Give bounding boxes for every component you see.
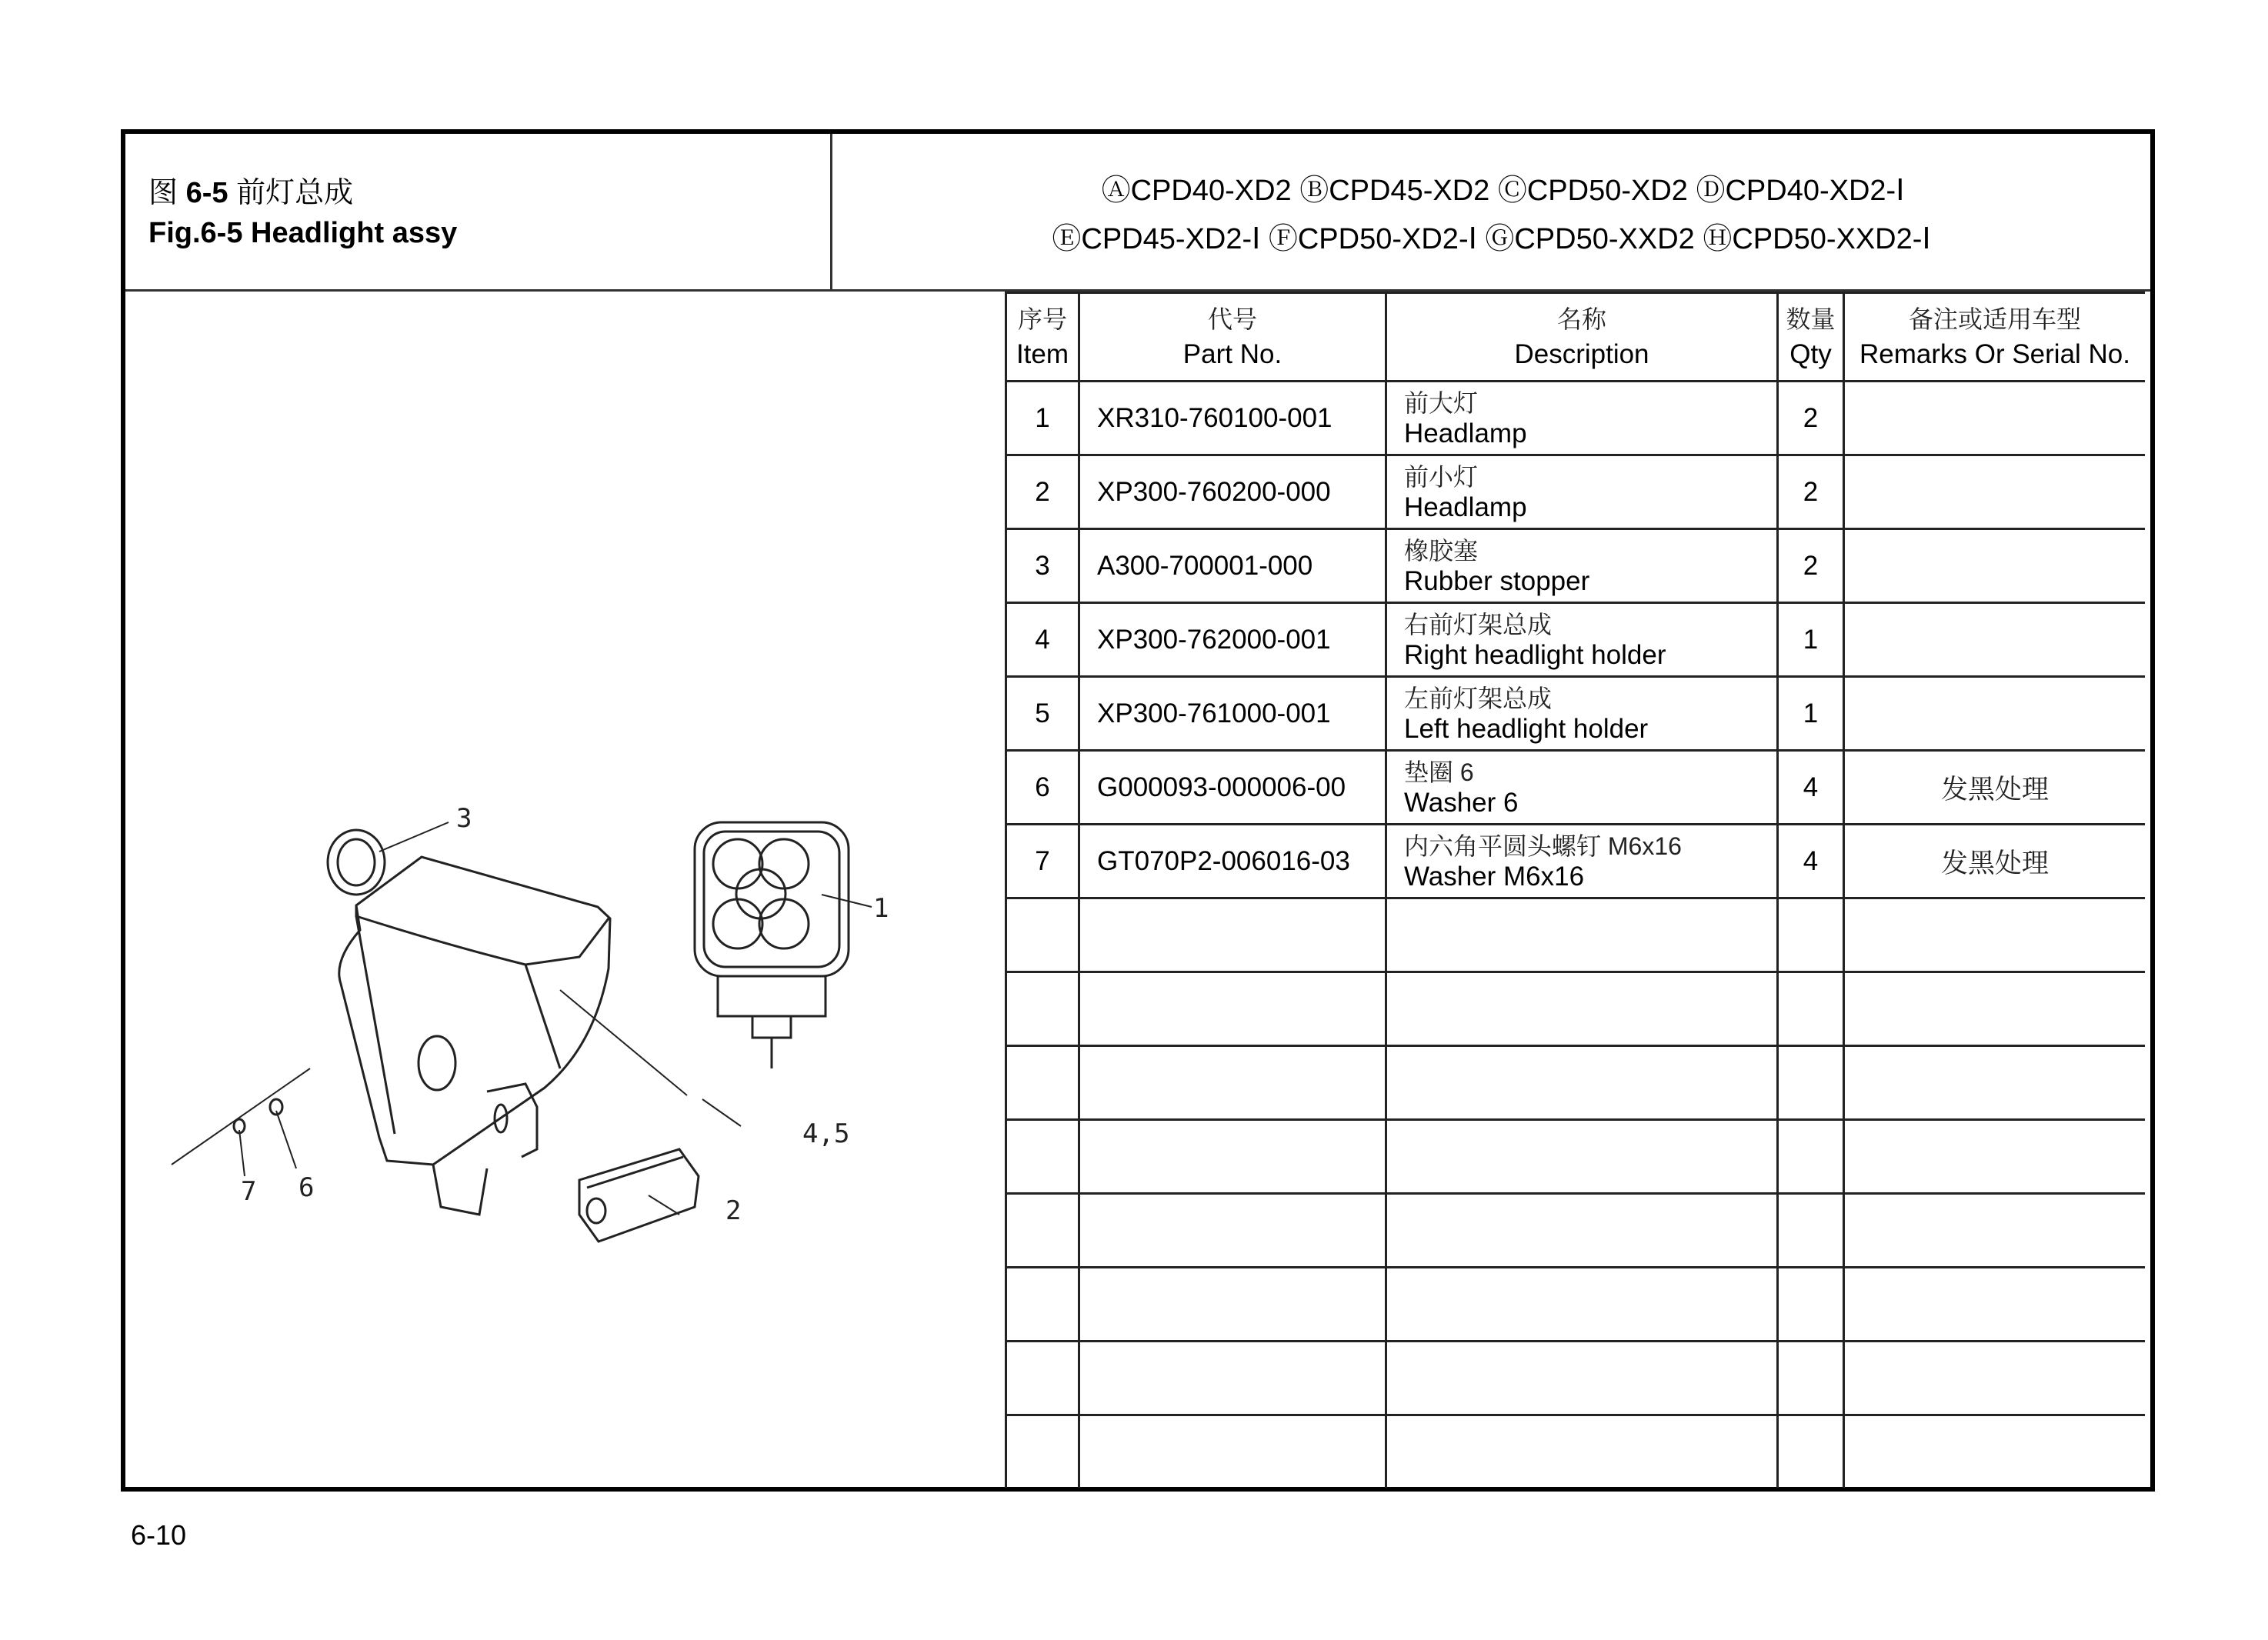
- remarks: 发黑处理: [1844, 825, 2146, 898]
- empty-cell: [1079, 1415, 1386, 1488]
- empty-cell: [1844, 1415, 2146, 1488]
- empty-cell: [1079, 1194, 1386, 1268]
- empty-cell: [1778, 972, 1844, 1046]
- empty-table-row: [1006, 1046, 2146, 1120]
- figure-title-en: Fig.6-5 Headlight assy: [148, 217, 458, 249]
- description: [1386, 751, 1778, 825]
- column-header-cn: 代号: [1207, 305, 1257, 334]
- empty-cell: [1079, 972, 1386, 1046]
- empty-cell: [1006, 1046, 1079, 1120]
- description: [1386, 603, 1778, 677]
- quantity: 4: [1778, 751, 1844, 825]
- description-cn: 垫圈 6: [1404, 758, 1474, 786]
- remarks: [1844, 529, 2146, 603]
- description-en: Washer M6x16: [1404, 861, 1585, 892]
- empty-cell: [1844, 1046, 2146, 1120]
- callout-1: 1: [873, 893, 889, 924]
- empty-cell: [1778, 1415, 1844, 1488]
- description-en: Headlamp: [1404, 418, 1527, 448]
- table-row: [1006, 825, 2146, 898]
- empty-cell: [1006, 1268, 1079, 1342]
- description: [1386, 677, 1778, 751]
- description-en: Headlamp: [1404, 492, 1527, 522]
- empty-table-row: [1006, 1415, 2146, 1488]
- item-number: 7: [1006, 825, 1079, 898]
- quantity: 1: [1778, 677, 1844, 751]
- description-cn: 内六角平圆头螺钉 M6x16: [1404, 832, 1682, 860]
- item-number: 4: [1006, 603, 1079, 677]
- column-header-en: Qty: [1789, 339, 1832, 369]
- headlight-assembly-illustration: [125, 292, 1005, 1487]
- part-number: A300-700001-000: [1079, 529, 1386, 603]
- column-header-qty: [1778, 293, 1844, 382]
- models-line-1: ⒶCPD40-XD2 ⒷCPD45-XD2 ⒸCPD50-XD2 ⒹCPD40-XD2-Ⅰ: [1101, 175, 1905, 207]
- column-header-item: [1006, 293, 1079, 382]
- part-number: XP300-761000-001: [1079, 677, 1386, 751]
- empty-cell: [1386, 1046, 1778, 1120]
- empty-cell: [1006, 1342, 1079, 1415]
- empty-cell: [1079, 1120, 1386, 1194]
- remarks: [1844, 382, 2146, 455]
- empty-cell: [1386, 1120, 1778, 1194]
- column-header-en: Item: [1016, 339, 1069, 369]
- empty-cell: [1079, 898, 1386, 972]
- empty-cell: [1006, 972, 1079, 1046]
- description-en: Rubber stopper: [1404, 565, 1590, 596]
- part-number: G000093-000006-00: [1079, 751, 1386, 825]
- table-row: [1006, 455, 2146, 529]
- column-header-remarks: [1844, 293, 2146, 382]
- empty-cell: [1079, 1268, 1386, 1342]
- description-en: Left headlight holder: [1404, 713, 1649, 744]
- quantity: 2: [1778, 529, 1844, 603]
- column-header-cn: 名称: [1556, 305, 1606, 334]
- description: [1386, 382, 1778, 455]
- column-header-cn: 备注或适用车型: [1908, 305, 2081, 334]
- item-number: 2: [1006, 455, 1079, 529]
- callout-7: 7: [241, 1176, 257, 1207]
- empty-cell: [1778, 1342, 1844, 1415]
- description-cn: 前大灯: [1404, 388, 1479, 417]
- empty-cell: [1386, 898, 1778, 972]
- empty-cell: [1386, 972, 1778, 1046]
- description-en: Washer 6: [1404, 787, 1519, 818]
- empty-cell: [1386, 1342, 1778, 1415]
- remarks: [1844, 677, 2146, 751]
- quantity: 2: [1778, 382, 1844, 455]
- headlamp-small-part: [579, 1149, 699, 1242]
- empty-cell: [1844, 1120, 2146, 1194]
- description-cn: 左前灯架总成: [1404, 684, 1553, 712]
- empty-cell: [1386, 1194, 1778, 1268]
- empty-cell: [1844, 898, 2146, 972]
- figure-title-cn-text: 前灯总成: [236, 177, 354, 209]
- callout-4-5: 4,5: [802, 1118, 850, 1149]
- remarks: 发黑处理: [1844, 751, 2146, 825]
- empty-cell: [1778, 1046, 1844, 1120]
- description-en: Right headlight holder: [1404, 639, 1666, 670]
- description-cn: 右前灯架总成: [1404, 610, 1553, 638]
- table-row: [1006, 529, 2146, 603]
- empty-table-row: [1006, 1342, 2146, 1415]
- part-number: XP300-760200-000: [1079, 455, 1386, 529]
- exploded-view-drawing: [125, 292, 1005, 1487]
- empty-table-row: [1006, 898, 2146, 972]
- parts-list-table: [1005, 292, 2145, 1488]
- bolt-and-washer-parts: [172, 1068, 310, 1176]
- quantity: 2: [1778, 455, 1844, 529]
- applicable-models: [832, 134, 2150, 289]
- empty-cell: [1844, 1194, 2146, 1268]
- table-row: [1006, 677, 2146, 751]
- empty-cell: [1844, 972, 2146, 1046]
- empty-cell: [1006, 1415, 1079, 1488]
- item-number: 5: [1006, 677, 1079, 751]
- column-header-description: [1386, 293, 1778, 382]
- quantity: 1: [1778, 603, 1844, 677]
- column-header-en: Part No.: [1182, 339, 1282, 369]
- callout-6: 6: [299, 1172, 315, 1203]
- page-header: [125, 134, 2150, 292]
- column-header-cn: 序号: [1017, 305, 1067, 334]
- empty-table-row: [1006, 1194, 2146, 1268]
- part-number: GT070P2-006016-03: [1079, 825, 1386, 898]
- empty-cell: [1844, 1268, 2146, 1342]
- empty-cell: [1006, 1120, 1079, 1194]
- models-line-2: ⒺCPD45-XD2-Ⅰ ⒻCPD50-XD2-Ⅰ ⒼCPD50-XXD2 ⒽCPD50-XXD2-Ⅰ: [1052, 223, 1931, 255]
- empty-table-row: [1006, 1268, 2146, 1342]
- empty-cell: [1079, 1342, 1386, 1415]
- part-number: XP300-762000-001: [1079, 603, 1386, 677]
- description: [1386, 825, 1778, 898]
- empty-cell: [1778, 898, 1844, 972]
- description: [1386, 529, 1778, 603]
- column-header-en: Remarks Or Serial No.: [1859, 339, 2131, 369]
- parts-page-frame: [121, 129, 2155, 1492]
- empty-cell: [1006, 898, 1079, 972]
- figure-title-block: [125, 134, 832, 289]
- figure-prefix-cn: 图: [148, 177, 178, 209]
- column-header-part-no: [1079, 293, 1386, 382]
- empty-table-row: [1006, 972, 2146, 1046]
- column-header-en: Description: [1514, 339, 1649, 369]
- headlight-holder-bracket-part: [339, 857, 741, 1215]
- empty-cell: [1844, 1342, 2146, 1415]
- callout-2: 2: [725, 1195, 742, 1226]
- empty-cell: [1386, 1415, 1778, 1488]
- table-row: [1006, 751, 2146, 825]
- empty-cell: [1778, 1268, 1844, 1342]
- item-number: 3: [1006, 529, 1079, 603]
- headlamp-large-part: [695, 822, 872, 1068]
- figure-title-cn: [148, 168, 353, 211]
- callout-3: 3: [456, 803, 472, 834]
- empty-cell: [1778, 1194, 1844, 1268]
- column-header-cn: 数量: [1786, 305, 1836, 334]
- remarks: [1844, 603, 2146, 677]
- item-number: 6: [1006, 751, 1079, 825]
- item-number: 1: [1006, 382, 1079, 455]
- table-header-row: [1006, 293, 2146, 382]
- empty-cell: [1006, 1194, 1079, 1268]
- remarks: [1844, 455, 2146, 529]
- figure-number: 6-5: [185, 177, 228, 209]
- empty-cell: [1386, 1268, 1778, 1342]
- part-number: XR310-760100-001: [1079, 382, 1386, 455]
- table-row: [1006, 603, 2146, 677]
- page-number: 6-10: [131, 1519, 187, 1551]
- empty-table-row: [1006, 1120, 2146, 1194]
- description: [1386, 455, 1778, 529]
- empty-cell: [1778, 1120, 1844, 1194]
- table-row: [1006, 382, 2146, 455]
- empty-cell: [1079, 1046, 1386, 1120]
- description-cn: 橡胶塞: [1404, 536, 1479, 565]
- quantity: 4: [1778, 825, 1844, 898]
- description-cn: 前小灯: [1404, 462, 1479, 491]
